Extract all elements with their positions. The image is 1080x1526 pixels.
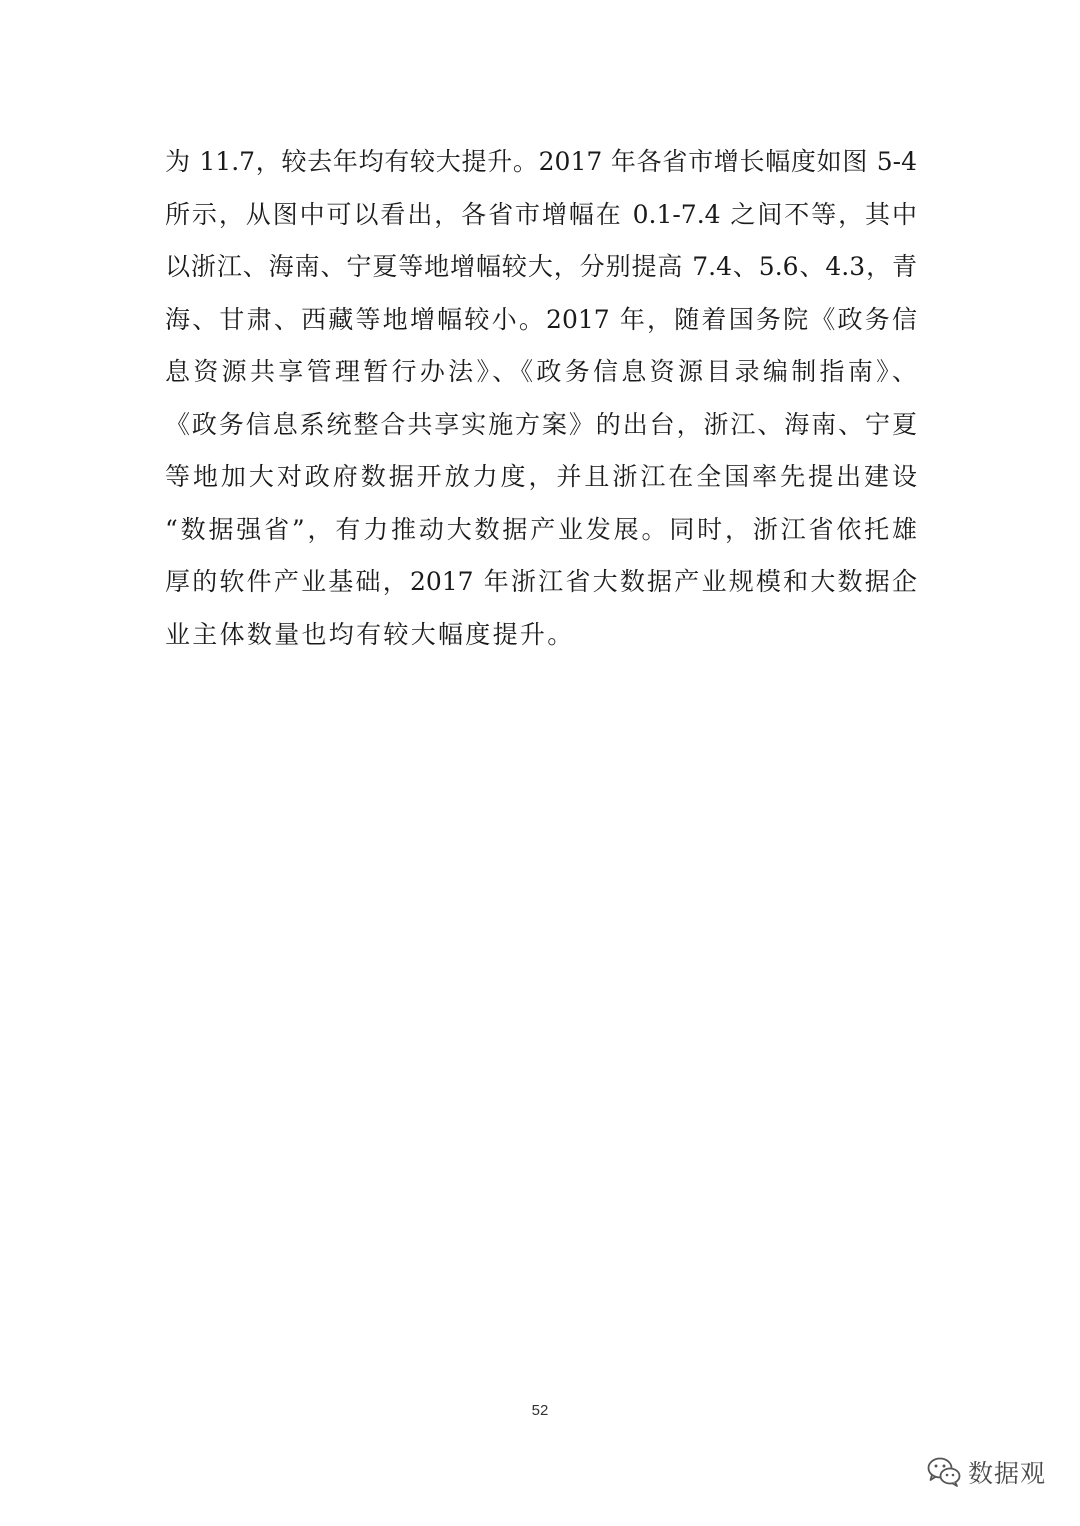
wechat-icon (926, 1456, 962, 1488)
body-paragraph (165, 136, 917, 661)
text-line: 息资源共享管理暂行办法》、《政务信息资源目录编制指南》、 (165, 357, 917, 386)
text-line: “数据强省”，有力推动大数据产业发展。同时，浙江省依托雄 (165, 514, 917, 544)
text-line: 业主体数量也均有较大幅度提升。 (165, 619, 575, 649)
text-line: 为 11.7，较去年均有较大提升。2017 年各省市增长幅度如图 5-4 (165, 147, 917, 176)
text-line: 所示，从图中可以看出，各省市增幅在 0.1-7.4 之间不等，其中 (165, 199, 917, 229)
page-number: 52 (531, 1402, 549, 1419)
text-line: 等地加大对政府数据开放力度，并且浙江在全国率先提出建设 (165, 462, 917, 491)
text-line: 《政务信息系统整合共享实施方案》的出台，浙江、海南、宁夏 (165, 409, 917, 439)
watermark-label: 数据观 (968, 1459, 1047, 1488)
text-line: 厚的软件产业基础，2017 年浙江省大数据产业规模和大数据企 (165, 567, 917, 596)
text-line: 以浙江、海南、宁夏等地增幅较大，分别提高 7.4、5.6、4.3，青 (165, 252, 917, 281)
watermark (926, 1452, 1046, 1492)
text-line: 海、甘肃、西藏等地增幅较小。2017 年，随着国务院《政务信 (165, 304, 917, 334)
